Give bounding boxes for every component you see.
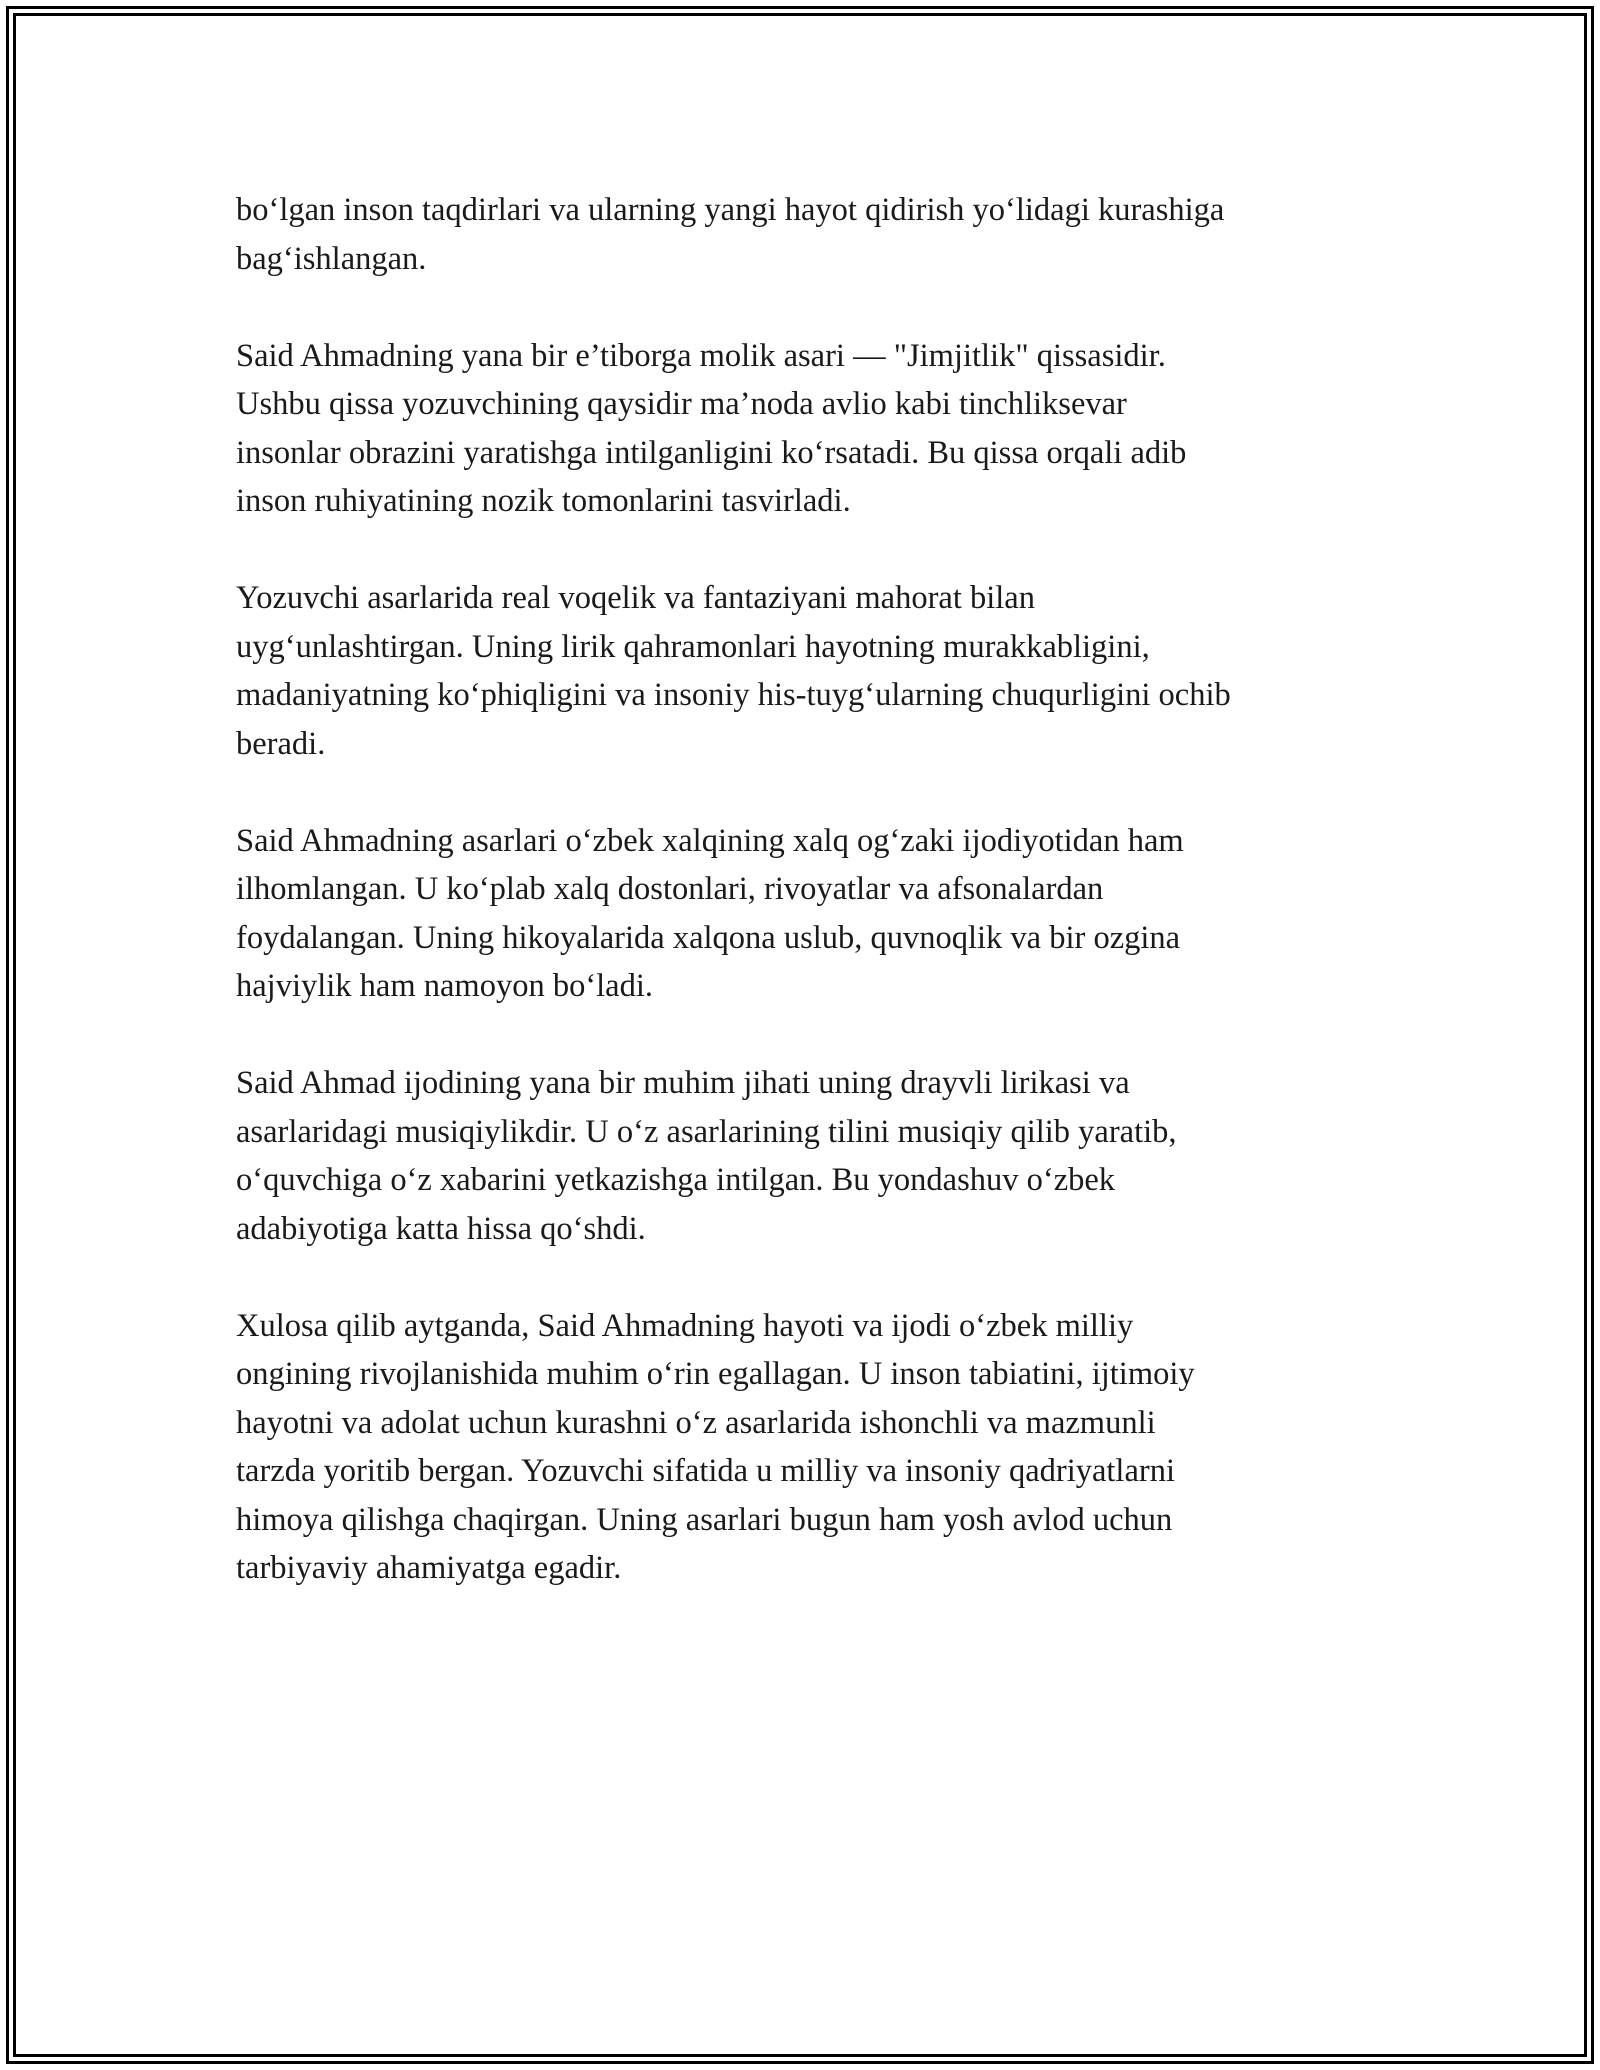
text-line: hajviylik ham namoyon bo‘ladi. bbox=[236, 968, 654, 1004]
text-line: bo‘lgan inson taqdirlari va ularning yangi hayot qidirish yo‘lidagi kurashiga bbox=[236, 192, 1225, 228]
text-line: Yozuvchi asarlarida real voqelik va fantaziyani mahorat bilan bbox=[236, 580, 1035, 616]
text-line: o‘quvchiga o‘z xabarini yetkazishga intilgan. Bu yondashuv o‘zbek bbox=[236, 1162, 1116, 1198]
paragraph-2 bbox=[236, 332, 1366, 526]
text-line: ilhomlangan. U ko‘plab xalq dostonlari, rivoyatlar va afsonalardan bbox=[236, 871, 1104, 907]
paragraph-6 bbox=[236, 1302, 1366, 1593]
text-line: madaniyatning ko‘phiqligini va insoniy his-tuyg‘ularning chuqurligini ochib bbox=[236, 677, 1231, 713]
text-line: hayotni va adolat uchun kurashni o‘z asarlarida ishonchli va mazmunli bbox=[236, 1404, 1156, 1441]
text-line: Said Ahmadning asarlari o‘zbek xalqining xalq og‘zaki ijodiyotidan ham bbox=[236, 822, 1184, 859]
text-line: adabiyotiga katta hissa qo‘shdi. bbox=[236, 1210, 646, 1247]
text-line: bag‘ishlangan. bbox=[236, 240, 427, 277]
document-body bbox=[236, 186, 1366, 1641]
text-line: uyg‘unlashtirgan. Uning lirik qahramonlari hayotning murakkabligini, bbox=[236, 628, 1150, 665]
text-line: insonlar obrazini yaratishga intilganligini ko‘rsatadi. Bu qissa orqali adib bbox=[236, 434, 1187, 471]
text-line: Ushbu qissa yozuvchining qaysidir ma’noda avlio kabi tinchliksevar bbox=[236, 386, 1127, 422]
text-line: Xulosa qilib aytganda, Said Ahmadning hayoti va ijodi o‘zbek milliy bbox=[236, 1307, 1134, 1344]
paragraph-3 bbox=[236, 574, 1366, 768]
text-line: Said Ahmadning yana bir e’tiborga molik asari — "Jimjitlik" qissasidir. bbox=[236, 337, 1166, 374]
paragraph-5 bbox=[236, 1059, 1366, 1253]
paragraph-1 bbox=[236, 186, 1366, 283]
text-line: tarzda yoritib bergan. Yozuvchi sifatida u milliy va insoniy qadriyatlarni bbox=[236, 1453, 1175, 1489]
text-line: tarbiyaviy ahamiyatga egadir. bbox=[236, 1550, 622, 1586]
text-line: Said Ahmad ijodining yana bir muhim jihati uning drayvli lirikasi va bbox=[236, 1065, 1130, 1101]
text-line: himoya qilishga chaqirgan. Uning asarlari bugun ham yosh avlod uchun bbox=[236, 1501, 1173, 1538]
text-line: ongining rivojlanishida muhim o‘rin egallagan. U inson tabiatini, ijtimoiy bbox=[236, 1356, 1195, 1392]
paragraph-4 bbox=[236, 817, 1366, 1011]
text-line: asarlaridagi musiqiylikdir. U o‘z asarlarining tilini musiqiy qilib yaratib, bbox=[236, 1113, 1177, 1150]
text-line: beradi. bbox=[236, 725, 326, 762]
text-line: foydalangan. Uning hikoyalarida xalqona uslub, quvnoqlik va bir ozgina bbox=[236, 919, 1181, 956]
text-line: inson ruhiyatining nozik tomonlarini tasvirladi. bbox=[236, 483, 851, 519]
